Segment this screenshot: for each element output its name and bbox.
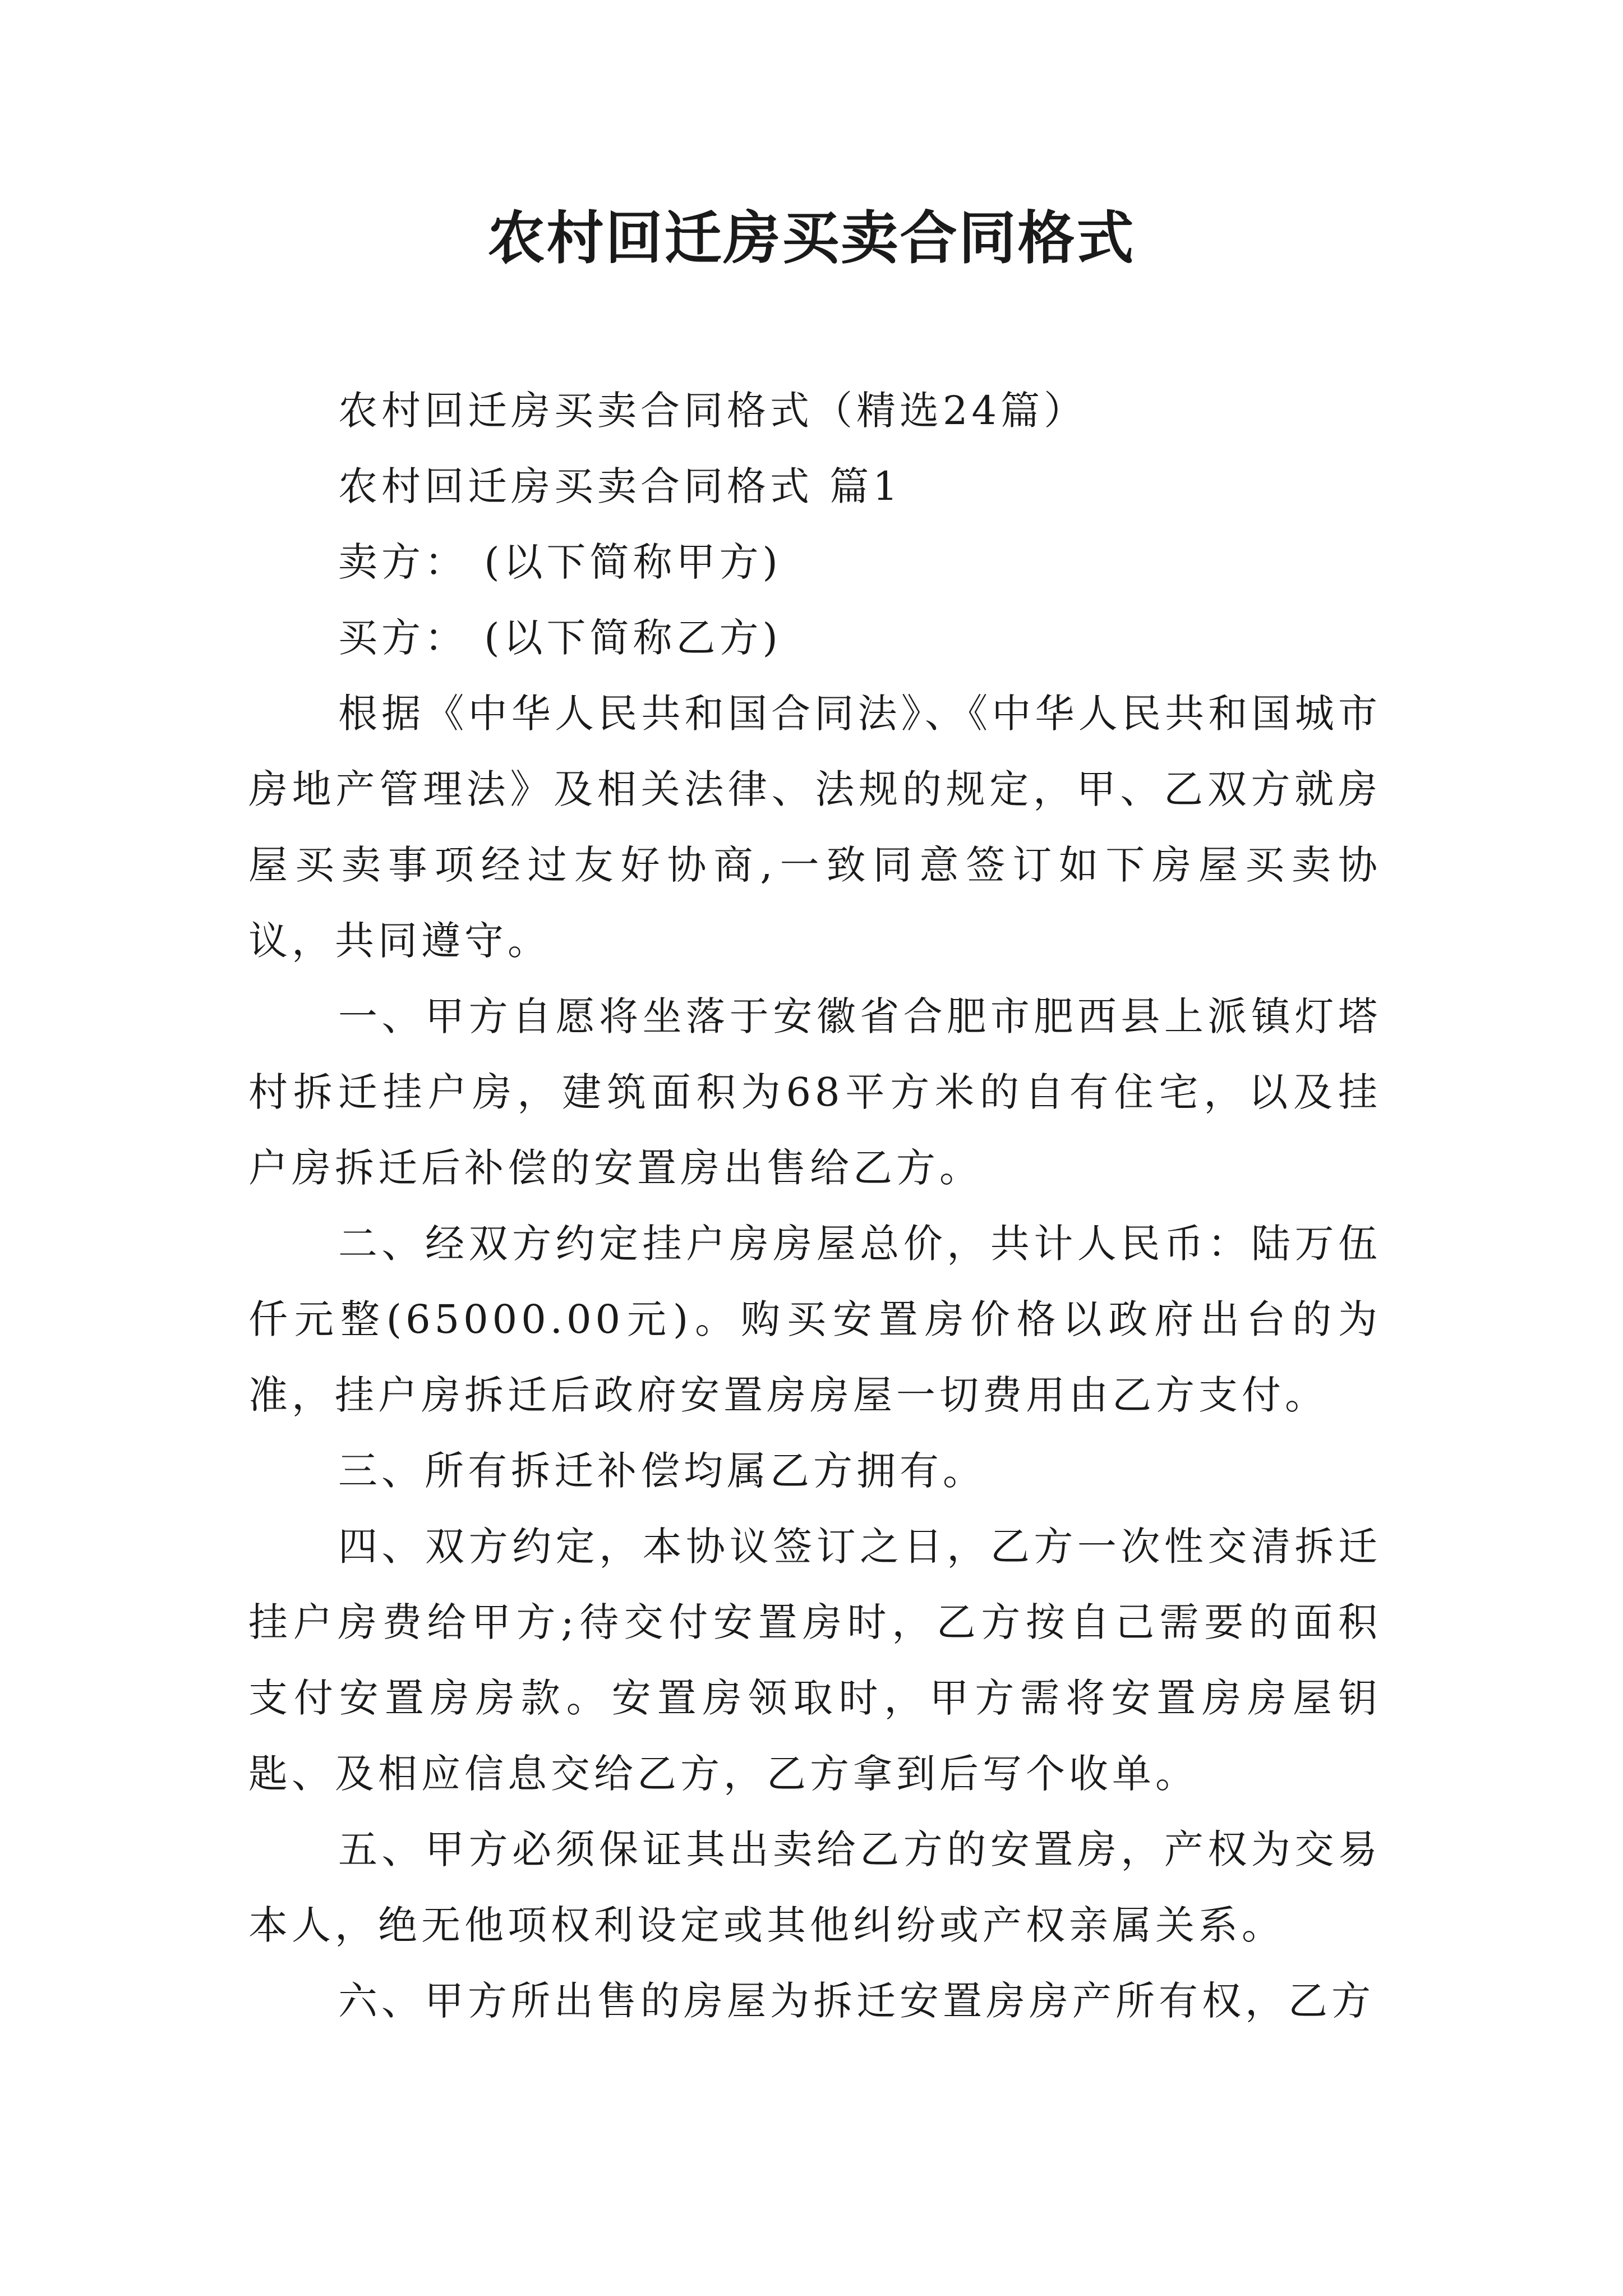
clause-5: 五、甲方必须保证其出卖给乙方的安置房，产权为交易本人，绝无他项权利设定或其他纠纷或产权亲属关系。 (248, 1826, 1381, 1948)
seller-line: 卖方： (以下简称甲方) (338, 539, 782, 585)
clause-3: 三、所有拆迁补偿均属乙方拥有。 (338, 1448, 986, 1494)
section-heading: 农村回迁房买卖合同格式 篇1 (338, 463, 902, 509)
clause-6: 六、甲方所出售的房屋为拆迁安置房房产所有权，乙方 (338, 1978, 1375, 2024)
clause-4: 四、双方约定，本协议签订之日，乙方一次性交清拆迁挂户房费给甲方;待交付安置房时，乙方按自己需要的面积支付安置房房款。安置房领取时，甲方需将安置房房屋钥匙、及相应信息交给乙方，乙方拿到后写个收单。 (248, 1524, 1381, 1797)
preamble-paragraph: 根据《中华人民共和国合同法》、《中华人民共和国城市房地产管理法》及相关法律、法规的规定，甲、乙双方就房屋买卖事项经过友好协商,一致同意签订如下房屋买卖协议，共同遵守。 (248, 691, 1381, 964)
buyer-line: 买方： (以下简称乙方) (338, 615, 782, 661)
document-title: 农村回迁房买卖合同格式 (487, 205, 1136, 272)
clause-1: 一、甲方自愿将坐落于安徽省合肥市肥西县上派镇灯塔村拆迁挂户房，建筑面积为68平方米的自有住宅，以及挂户房拆迁后补偿的安置房出售给乙方。 (248, 993, 1381, 1191)
clause-2: 二、经双方约定挂户房房屋总价，共计人民币：陆万伍仟元整(65000.00元)。购买安置房价格以政府出台的为准，挂户房拆迁后政府安置房房屋一切费用由乙方支付。 (248, 1221, 1381, 1418)
subtitle-paragraph: 农村回迁房买卖合同格式（精选24篇） (338, 388, 1087, 434)
document-body (248, 373, 1381, 2039)
